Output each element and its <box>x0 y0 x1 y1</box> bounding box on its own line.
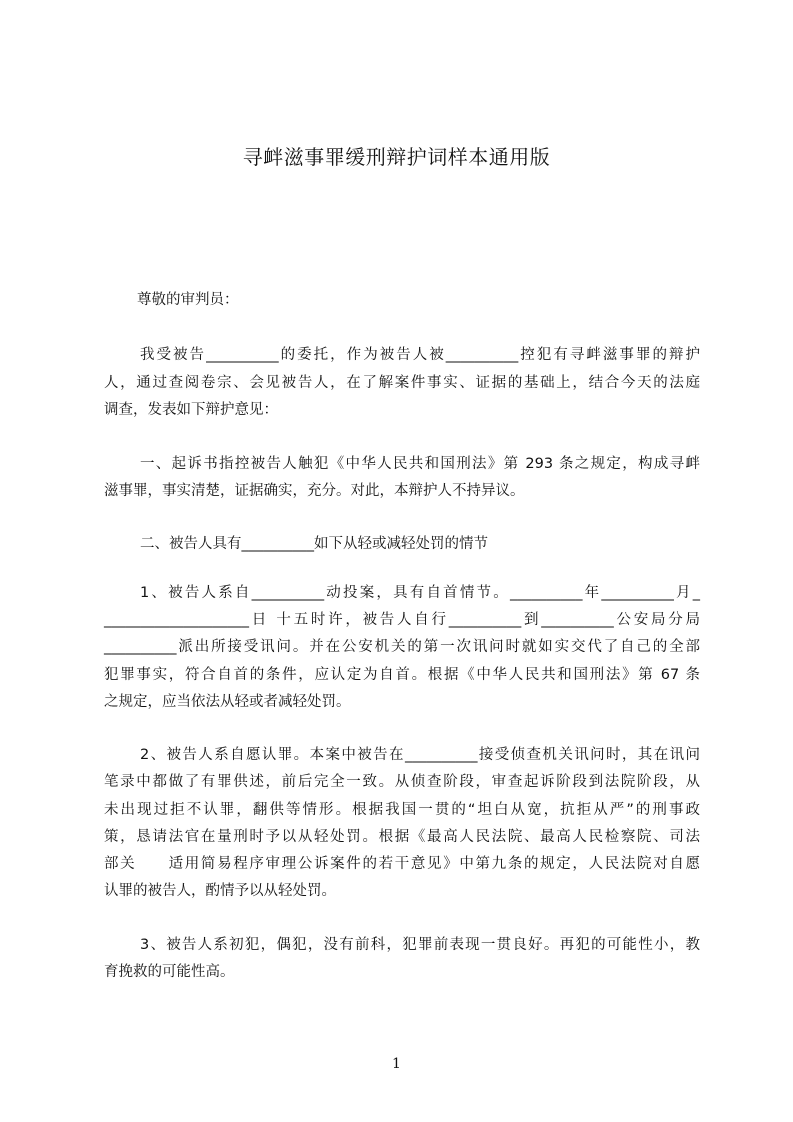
body-line: 1、被告人系自__________动投案，具有自首情节。__________年__________月_ <box>140 585 700 601</box>
body-line: 一、起诉书指控被告人触犯《中华人民共和国刑法》第 293 条之规定，构成寻衅 <box>140 456 700 472</box>
page-number: 1 <box>392 1056 401 1072</box>
body-line: 3、被告人系初犯，偶犯，没有前科，犯罪前表现一贯良好。再犯的可能性小，教 <box>140 937 700 953</box>
body-line: 调查，发表如下辩护意见： <box>104 402 278 418</box>
body-line: ____________________日 十五时许，被告人自行__________到__________公安局分局 <box>104 612 700 628</box>
body-line: 之规定，应当依法从轻或者减轻处罚。 <box>104 694 351 710</box>
body-line: 未出现过拒不认罪，翻供等情形。根据我国一贯的“坦白从宽，抗拒从严”的刑事政 <box>104 802 700 818</box>
body-line: 部关 适用简易程序审理公诉案件的若干意见》中第九条的规定，人民法院对自愿 <box>104 856 700 872</box>
body-line: __________派出所接受讯问。并在公安机关的第一次讯问时就如实交代了自己的全部 <box>104 639 700 655</box>
document-title: 寻衅滋事罪缓刑辩护词样本通用版 <box>242 145 551 169</box>
body-line: 笔录中都做了有罪供述，前后完全一致。从侦查阶段，审查起诉阶段到法院阶段，从 <box>104 774 700 790</box>
body-line: 犯罪事实，符合自首的条件，应认定为自首。根据《中华人民共和国刑法》第 67 条 <box>104 667 700 683</box>
salutation: 尊敬的审判员： <box>137 292 239 308</box>
body-line: 认罪的被告人，酌情予以从轻处罚。 <box>104 883 336 899</box>
body-line: 策，恳请法官在量刑时予以从轻处罚。根据《最高人民法院、最高人民检察院、司法 <box>104 829 700 845</box>
body-line: 滋事罪，事实清楚，证据确实，充分。对此，本辩护人不持异议。 <box>104 483 525 499</box>
body-line: 育挽救的可能性高。 <box>104 964 235 980</box>
body-line: 我受被告__________的委托，作为被告人被__________控犯有寻衅滋事罪的辩护 <box>140 347 700 363</box>
section-heading: 二、被告人具有__________如下从轻或减轻处罚的情节 <box>140 536 488 552</box>
body-line: 人，通过查阅卷宗、会见被告人，在了解案件事实、证据的基础上，结合今天的法庭 <box>104 375 700 391</box>
body-line: 2、被告人系自愿认罪。本案中被告在__________接受侦查机关讯问时，其在讯问 <box>140 747 700 763</box>
